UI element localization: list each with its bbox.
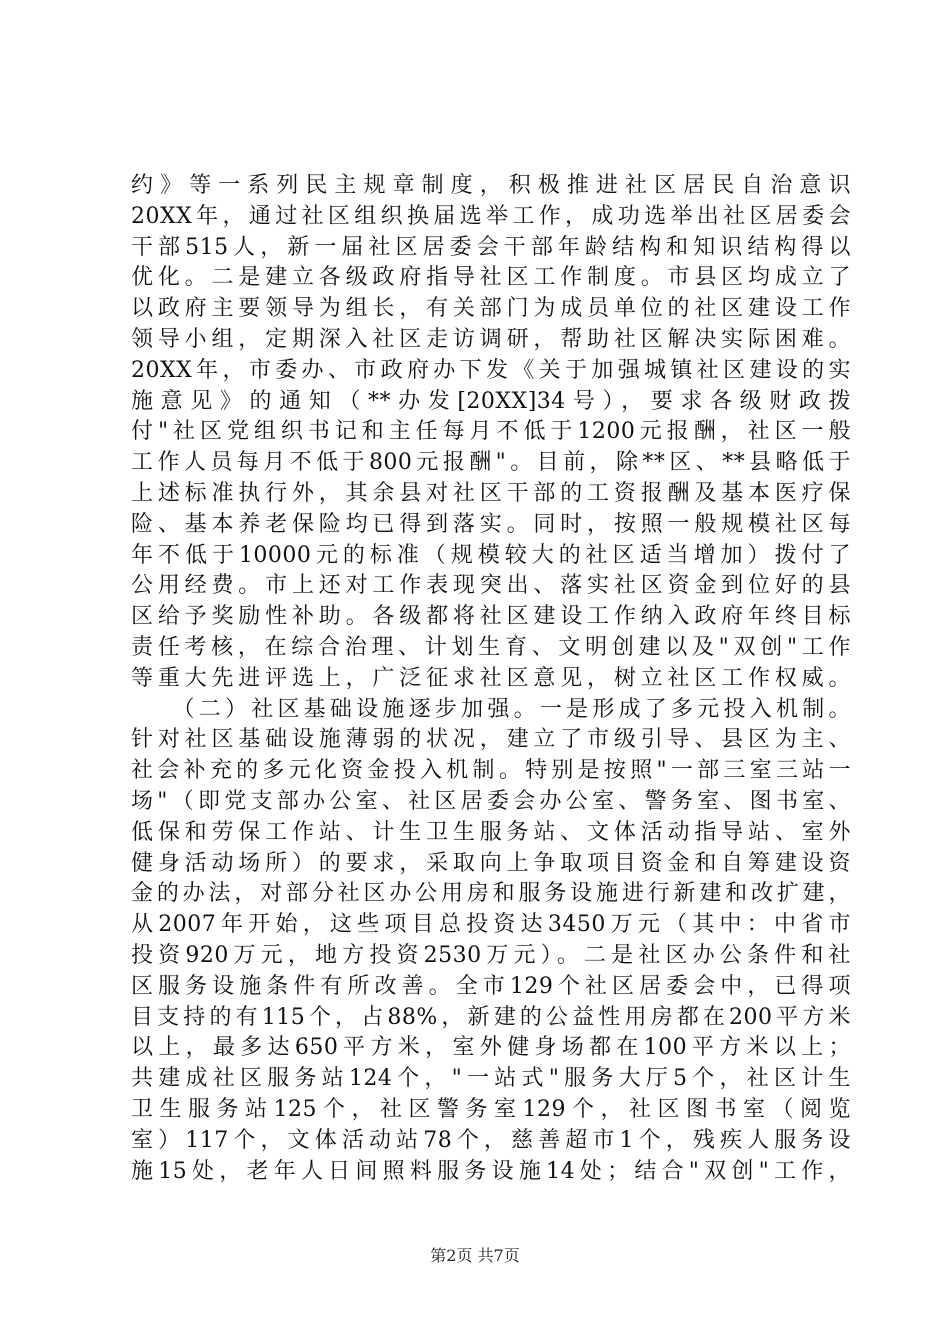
text-line: 低保和劳保工作站、计生卫生服务站、文体活动指导站、室外: [131, 819, 851, 845]
text-line: 以上，最多达650平方米，室外健身场都在100平方米以上；: [131, 1035, 851, 1061]
text-line: 目支持的有115个，占88%，新建的公益性用房都在200平方米: [131, 1004, 851, 1030]
text-line: 付"社区党组织书记和主任每月不低于1200元报酬，社区一般: [131, 419, 851, 445]
text-line: 金的办法，对部分社区办公用房和服务设施进行新建和改扩建，: [131, 881, 851, 907]
text-line: 20XX年，市委办、市政府办下发《关于加强城镇社区建设的实: [131, 357, 851, 383]
page-footer: 第2页 共7页: [430, 1246, 520, 1265]
text-line: 施意见》的通知（**办发[20XX]34号），要求各级财政拨: [131, 388, 851, 414]
text-line: 公用经费。市上还对工作表现突出、落实社区资金到位好的县: [131, 573, 851, 599]
text-line: 室）117个，文体活动站78个，慈善超市1个，残疾人服务设: [131, 1127, 851, 1153]
text-line: 健身活动场所）的要求，采取向上争取项目资金和自筹建设资: [131, 850, 851, 876]
text-line: 上述标准执行外，其余县对社区干部的工资报酬及基本医疗保: [131, 480, 851, 506]
text-line: 工作人员每月不低于800元报酬"。目前，除**区、**县略低于: [131, 450, 851, 476]
text-line: 等重大先进评选上，广泛征求社区意见，树立社区工作权威。: [131, 665, 851, 691]
text-line: 责任考核，在综合治理、计划生育、文明创建以及"双创"工作: [131, 634, 851, 660]
text-line: 领导小组，定期深入社区走访调研，帮助社区解决实际困难。: [131, 326, 851, 352]
text-line: 从2007年开始，这些项目总投资达3450万元（其中：中省市: [131, 912, 851, 938]
text-line: 以政府主要领导为组长，有关部门为成员单位的社区建设工作: [131, 296, 851, 322]
text-line: 区服务设施条件有所改善。全市129个社区居委会中，已得项: [131, 973, 851, 999]
text-line: 优化。二是建立各级政府指导社区工作制度。市县区均成立了: [131, 265, 851, 291]
text-line: 年不低于10000元的标准（规模较大的社区适当增加）拨付了: [131, 542, 851, 568]
text-line: 施15处，老年人日间照料服务设施14处；结合"双创"工作，: [131, 1158, 851, 1184]
text-line: 干部515人，新一届社区居委会干部年龄结构和知识结构得以: [131, 234, 851, 260]
text-line: 险、基本养老保险均已得到落实。同时，按照一般规模社区每: [131, 511, 851, 537]
text-line: 卫生服务站125个，社区警务室129个，社区图书室（阅览: [131, 1096, 851, 1122]
text-line: （二）社区基础设施逐步加强。一是形成了多元投入机制。: [131, 696, 851, 722]
text-line: 场"（即党支部办公室、社区居委会办公室、警务室、图书室、: [131, 788, 851, 814]
text-line: 针对社区基础设施薄弱的状况，建立了市级引导、县区为主、: [131, 727, 851, 753]
text-line: 共建成社区服务站124个，"一站式"服务大厅5个，社区计生: [131, 1066, 851, 1092]
text-line: 社会补充的多元化资金投入机制。特别是按照"一部三室三站一: [131, 758, 851, 784]
text-line: 投资920万元，地方投资2530万元）。二是社区办公条件和社: [131, 942, 851, 968]
text-line: 区给予奖励性补助。各级都将社区建设工作纳入政府年终目标: [131, 604, 851, 630]
text-line: 20XX年，通过社区组织换届选举工作，成功选举出社区居委会: [131, 203, 851, 229]
text-line: 约》等一系列民主规章制度，积极推进社区居民自治意识: [131, 173, 851, 198]
document-body: [131, 171, 851, 1187]
